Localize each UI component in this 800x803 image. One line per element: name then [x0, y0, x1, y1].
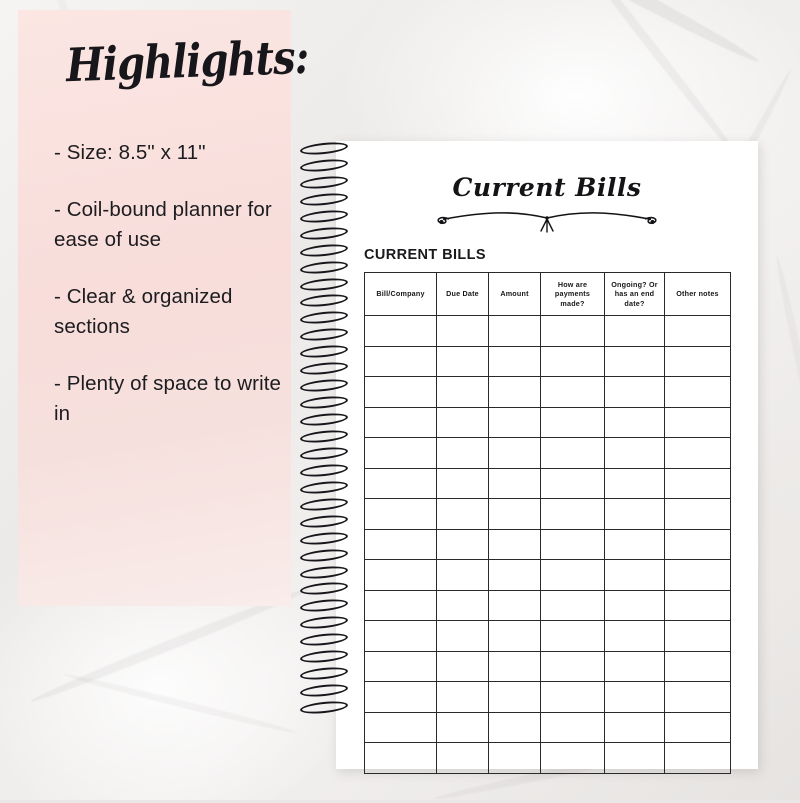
coil-ring [300, 598, 349, 614]
table-cell[interactable] [665, 438, 731, 469]
coil-ring [300, 513, 349, 529]
table-cell[interactable] [541, 743, 605, 774]
list-item: - Coil-bound planner for ease of use [54, 198, 272, 251]
table-cell[interactable] [665, 377, 731, 408]
column-header-amount [489, 273, 541, 316]
table-row [365, 712, 731, 743]
table-cell[interactable] [437, 712, 489, 743]
table-cell[interactable] [437, 316, 489, 347]
table-cell[interactable] [365, 651, 437, 682]
table-cell[interactable] [365, 743, 437, 774]
coil-ring [300, 445, 349, 461]
table-cell[interactable] [605, 377, 665, 408]
table-row [365, 651, 731, 682]
table-row [365, 621, 731, 652]
coil-ring [300, 479, 349, 495]
table-row [365, 529, 731, 560]
column-header-ongoing-end-date [605, 273, 665, 316]
table-cell[interactable] [541, 529, 605, 560]
table-cell[interactable] [541, 712, 605, 743]
table-row [365, 499, 731, 530]
table-row [365, 743, 731, 774]
table-cell[interactable] [489, 346, 541, 377]
table-row [365, 346, 731, 377]
marble-vein [773, 256, 800, 473]
table-cell[interactable] [489, 590, 541, 621]
table-cell[interactable] [437, 682, 489, 713]
table-cell[interactable] [489, 560, 541, 591]
table-cell[interactable] [665, 743, 731, 774]
table-cell[interactable] [437, 529, 489, 560]
column-header-bill-company [365, 273, 437, 316]
coil-ring [300, 174, 349, 190]
flourish-divider [427, 209, 667, 235]
table-cell[interactable] [489, 743, 541, 774]
table-cell[interactable] [365, 590, 437, 621]
table-cell[interactable] [541, 377, 605, 408]
table-row [365, 468, 731, 499]
table-cell[interactable] [605, 712, 665, 743]
table-cell[interactable] [665, 651, 731, 682]
table-cell[interactable] [437, 438, 489, 469]
column-header-payment-method [541, 273, 605, 316]
table-cell[interactable] [365, 346, 437, 377]
coil-ring [300, 310, 349, 326]
coil-ring [300, 191, 349, 207]
table-cell[interactable] [489, 377, 541, 408]
table-cell[interactable] [365, 316, 437, 347]
table-row [365, 560, 731, 591]
table-cell[interactable] [365, 682, 437, 713]
table-cell[interactable] [437, 621, 489, 652]
table-cell[interactable] [605, 560, 665, 591]
table-cell[interactable] [437, 651, 489, 682]
table-cell[interactable] [665, 316, 731, 347]
table-cell[interactable] [489, 682, 541, 713]
table-cell[interactable] [541, 651, 605, 682]
table-cell[interactable] [665, 468, 731, 499]
table-cell[interactable] [541, 560, 605, 591]
coil-ring [300, 564, 349, 580]
table-cell[interactable] [365, 377, 437, 408]
list-item: - Plenty of space to write in [54, 372, 282, 425]
current-bills-table [364, 272, 731, 774]
table-cell[interactable] [437, 560, 489, 591]
coil-ring [300, 496, 349, 512]
table-cell[interactable] [665, 499, 731, 530]
table-cell[interactable] [437, 743, 489, 774]
table-cell[interactable] [541, 499, 605, 530]
table-cell[interactable] [541, 468, 605, 499]
table-cell[interactable] [605, 407, 665, 438]
column-header-label: Bill/Company [376, 289, 425, 299]
column-header-label: Due Date [446, 289, 479, 299]
table-cell[interactable] [541, 346, 605, 377]
table-cell[interactable] [605, 743, 665, 774]
coil-ring [300, 632, 349, 648]
coil-ring [300, 649, 349, 665]
planner-page [336, 141, 758, 769]
coil-ring [300, 157, 349, 173]
marble-vein [63, 671, 298, 736]
coil-ring [300, 378, 349, 394]
table-cell[interactable] [665, 529, 731, 560]
column-header-other-notes [665, 273, 731, 316]
coil-ring [300, 225, 349, 241]
highlights-title: Highlights: [65, 30, 310, 93]
table-cell[interactable] [489, 316, 541, 347]
table-cell[interactable] [489, 499, 541, 530]
table-cell[interactable] [605, 499, 665, 530]
coil-ring [300, 141, 349, 157]
column-header-label: How are payments made? [554, 279, 591, 308]
table-cell[interactable] [665, 407, 731, 438]
table-cell[interactable] [437, 590, 489, 621]
table-cell[interactable] [437, 346, 489, 377]
table-cell[interactable] [489, 651, 541, 682]
coil-ring [300, 327, 349, 343]
table-cell[interactable] [489, 407, 541, 438]
table-cell[interactable] [605, 316, 665, 347]
table-cell[interactable] [541, 438, 605, 469]
table-cell[interactable] [541, 316, 605, 347]
coil-ring [300, 276, 349, 292]
table-cell[interactable] [437, 468, 489, 499]
table-row [365, 590, 731, 621]
highlights-panel [18, 10, 310, 606]
table-cell[interactable] [365, 438, 437, 469]
table-cell[interactable] [541, 590, 605, 621]
list-item: - Size: 8.5" x 11" [54, 141, 206, 164]
table-cell[interactable] [437, 407, 489, 438]
column-header-label: Ongoing? Or has an end date? [611, 279, 658, 308]
column-header-label: Other notes [676, 289, 719, 299]
table-cell[interactable] [605, 529, 665, 560]
table-cell[interactable] [489, 438, 541, 469]
table-cell[interactable] [665, 712, 731, 743]
table-cell[interactable] [605, 468, 665, 499]
table-cell[interactable] [365, 468, 437, 499]
coil-ring [300, 242, 349, 258]
coil-ring [300, 666, 349, 682]
table-row [365, 316, 731, 347]
table-cell[interactable] [541, 407, 605, 438]
coil-ring [300, 581, 349, 597]
coil-ring [300, 412, 349, 428]
table-cell[interactable] [489, 468, 541, 499]
table-cell[interactable] [665, 346, 731, 377]
coil-ring [300, 208, 349, 224]
table-cell[interactable] [365, 529, 437, 560]
coil-ring [300, 547, 349, 563]
coil-ring [300, 615, 349, 631]
table-cell[interactable] [665, 560, 731, 591]
table-cell[interactable] [489, 712, 541, 743]
table-cell[interactable] [665, 621, 731, 652]
table-row [365, 438, 731, 469]
table-cell[interactable] [605, 682, 665, 713]
coil-ring [300, 259, 349, 275]
table-cell[interactable] [665, 682, 731, 713]
table-row [365, 377, 731, 408]
coil-binding [300, 143, 346, 719]
table-cell[interactable] [541, 682, 605, 713]
table-cell[interactable] [437, 499, 489, 530]
coil-ring [300, 462, 349, 478]
table-row [365, 682, 731, 713]
table-cell[interactable] [365, 712, 437, 743]
table-cell[interactable] [605, 438, 665, 469]
coil-ring [300, 344, 349, 360]
table-cell[interactable] [541, 621, 605, 652]
coil-ring [300, 395, 349, 411]
table-cell[interactable] [365, 621, 437, 652]
table-cell[interactable] [665, 590, 731, 621]
table-cell[interactable] [365, 560, 437, 591]
table-body [365, 316, 731, 774]
table-cell[interactable] [489, 621, 541, 652]
coil-ring [300, 683, 349, 699]
coil-ring [300, 293, 349, 309]
table-cell[interactable] [365, 407, 437, 438]
table-row [365, 407, 731, 438]
table-cell[interactable] [365, 499, 437, 530]
section-heading: CURRENT BILLS [364, 247, 486, 263]
table-cell[interactable] [605, 590, 665, 621]
column-header-label: Amount [500, 289, 529, 299]
table-header-row [365, 273, 731, 316]
planner-script-title: Current Bills [452, 173, 642, 202]
planner-page-content [336, 141, 758, 769]
marble-vein [438, 0, 762, 68]
coil-ring [300, 429, 349, 445]
highlights-list [54, 138, 284, 456]
table-cell[interactable] [437, 377, 489, 408]
list-item: - Clear & organized sections [54, 285, 233, 338]
coil-ring [300, 361, 349, 377]
table-cell[interactable] [605, 346, 665, 377]
table-cell[interactable] [605, 621, 665, 652]
column-header-due-date [437, 273, 489, 316]
coil-ring [300, 530, 349, 546]
table-cell[interactable] [605, 651, 665, 682]
table-cell[interactable] [489, 529, 541, 560]
coil-ring [300, 700, 349, 716]
